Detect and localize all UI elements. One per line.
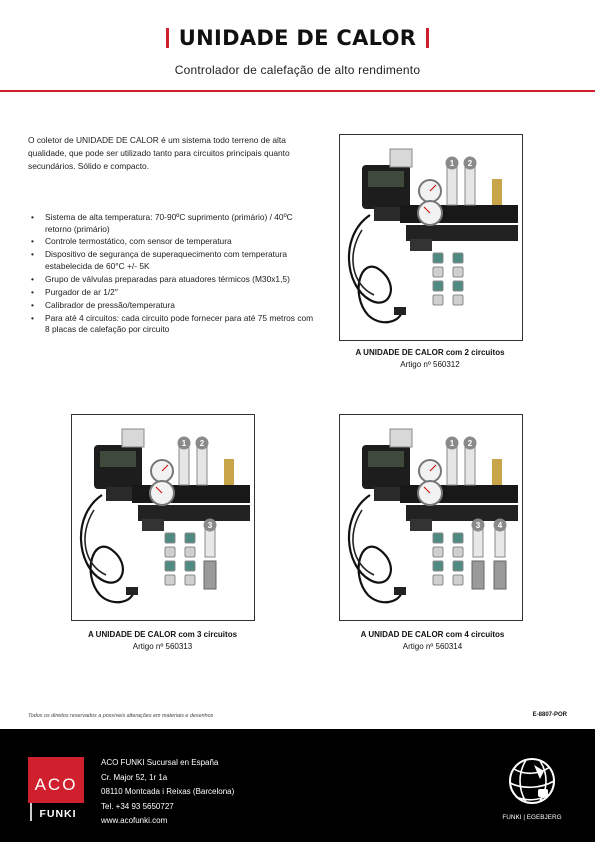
page-title-text: UNIDADE DE CALOR — [178, 26, 417, 50]
product-caption-4-circuits — [330, 629, 535, 653]
valve-actuator — [447, 167, 457, 205]
pipe-fitting — [165, 533, 175, 543]
pump-base — [374, 207, 400, 221]
product-caption-2-circuits — [330, 347, 530, 371]
plug — [126, 587, 138, 595]
manifold-unit-illustration — [340, 415, 523, 621]
pipe-fitting — [433, 295, 443, 305]
rights-notice: Todos os direitos reservados a possíveis alterações em materiais e desenhos — [28, 713, 214, 719]
pipe-fitting — [453, 295, 463, 305]
circuit-marker-label: 3 — [475, 521, 481, 531]
manifold-unit-illustration — [340, 135, 523, 341]
footer-street: Cr. Major 52, 1r 1a — [101, 772, 168, 782]
title-bar-left — [166, 28, 169, 48]
pipe-fitting — [433, 253, 443, 263]
plug — [394, 587, 406, 595]
circuit-marker-label: 2 — [467, 159, 473, 169]
product-article-number: Artigo nº 560314 — [402, 642, 463, 651]
valve-fitting — [494, 561, 506, 589]
footer-phone: Tel. +34 93 5650727 — [101, 801, 174, 811]
thermostat-head — [390, 149, 412, 167]
valve-actuator — [197, 447, 207, 485]
pipe-fitting — [433, 281, 443, 291]
valve-fitting — [472, 561, 484, 589]
pump-base — [374, 487, 400, 501]
feature-list — [28, 212, 320, 337]
product-photo-4-circuits — [339, 414, 523, 621]
manifold-bar-bottom — [406, 225, 518, 241]
page-header — [0, 26, 595, 53]
feature-item: • Calibrador de pressão/temperatura — [28, 300, 320, 312]
svg-text:FUNKI: FUNKI — [39, 808, 77, 820]
mount-bracket — [410, 519, 432, 531]
air-vent-brass — [492, 179, 502, 205]
air-vent-brass — [224, 459, 234, 485]
valve-fitting — [204, 561, 216, 589]
plug — [394, 307, 406, 315]
footer-address — [101, 756, 234, 829]
header-divider — [0, 90, 595, 92]
pipe-fitting — [433, 533, 443, 543]
page-subtitle: Controlador de calefação de alto rendimento — [174, 63, 421, 77]
cable-coil — [81, 495, 134, 602]
thermostat-head — [122, 429, 144, 447]
thermostat-head — [390, 429, 412, 447]
feature-item: • Grupo de válvulas preparadas para atuadores térmicos (M30x1,5) — [28, 274, 320, 286]
circuit-marker-label: 2 — [199, 439, 205, 449]
page-title — [166, 26, 429, 50]
pump-base — [106, 487, 132, 501]
pump-display — [368, 171, 404, 187]
pipe-fitting — [185, 533, 195, 543]
feature-item: • Dispositivo de segurança de superaquecimento com temperatura estabelecida de 60°C +/- 5K — [28, 249, 320, 272]
air-vent-brass — [492, 459, 502, 485]
product-article-number: Artigo nº 560312 — [400, 360, 460, 369]
circuit-marker-label: 1 — [181, 439, 187, 449]
manifold-bar-bottom — [406, 505, 518, 521]
cable-coil — [349, 495, 402, 602]
pipe-fitting — [433, 267, 443, 277]
product-title: A UNIDADE DE CALOR com 3 circuitos — [87, 630, 238, 639]
feature-item: • Para até 4 circuitos: cada circuito pode fornecer para até 75 metros com 8 placas de calefação por circuito — [28, 313, 320, 336]
pipe-fitting — [453, 253, 463, 263]
product-article-number: Artigo nº 560313 — [132, 642, 193, 651]
pipe-fitting — [185, 561, 195, 571]
pipe-fitting — [453, 533, 463, 543]
svg-text:FUNKI | EGEBJERG: FUNKI | EGEBJERG — [502, 814, 562, 821]
manifold-bar-bottom — [138, 505, 250, 521]
pipe-fitting — [453, 547, 463, 557]
pipe-fitting — [433, 575, 443, 585]
title-bar-right — [426, 28, 429, 48]
pipe-fitting — [165, 575, 175, 585]
pump-display — [100, 451, 136, 467]
footer-website-link[interactable]: www.acofunki.com — [101, 816, 168, 826]
pipe-fitting — [453, 281, 463, 291]
footer-company: ACO FUNKI Sucursal en España — [101, 758, 219, 767]
pipe-fitting — [433, 561, 443, 571]
product-title: A UNIDADE DE CALOR com 2 circuitos — [355, 348, 505, 357]
product-photo-3-circuits — [71, 414, 255, 621]
footer — [0, 729, 595, 842]
feature-item: • Purgador de ar 1/2″ — [28, 287, 320, 299]
footer-city: 08110 Montcada i Reixas (Barcelona) — [101, 787, 235, 797]
pipe-fitting — [433, 547, 443, 557]
cable-coil — [349, 215, 402, 322]
pipe-fitting — [165, 561, 175, 571]
circuit-marker-label: 1 — [449, 439, 455, 449]
intro-paragraph: O coletor de UNIDADE DE CALOR é um sistema todo terreno de alta qualidade, que pode ser utilizado tanto para circuitos principais quanto secundários. Sólido e compacto. — [28, 135, 290, 171]
pipe-fitting — [453, 267, 463, 277]
pipe-fitting — [453, 575, 463, 585]
pipe-fitting — [185, 547, 195, 557]
valve-actuator — [179, 447, 189, 485]
svg-text:ACO: ACO — [34, 775, 78, 794]
product-photo-2-circuits — [339, 134, 523, 341]
circuit-marker-label: 3 — [207, 521, 213, 531]
document-reference: E-8807-POR — [532, 712, 567, 718]
pump-display — [368, 451, 404, 467]
product-caption-3-circuits — [60, 629, 265, 653]
circuit-marker-label: 4 — [497, 521, 503, 531]
pipe-fitting — [185, 575, 195, 585]
funki-egebjerg-globe-logo — [500, 755, 564, 825]
feature-item: • Controle termostático, com sensor de temperatura — [28, 236, 320, 248]
pipe-fitting — [165, 547, 175, 557]
product-title: A UNIDAD DE CALOR com 4 circuitos — [360, 630, 505, 639]
manifold-unit-illustration — [72, 415, 255, 621]
mount-bracket — [142, 519, 164, 531]
valve-actuator — [465, 447, 475, 485]
pipe-fitting — [453, 561, 463, 571]
mount-bracket — [410, 239, 432, 251]
circuit-marker-label: 2 — [467, 439, 473, 449]
circuit-marker-label: 1 — [449, 159, 455, 169]
aco-funki-logo — [28, 757, 84, 821]
feature-item: • Sistema de alta temperatura: 70-90ºC suprimento (primário) / 40ºC retorno (primário) — [28, 212, 320, 235]
valve-actuator — [465, 167, 475, 205]
valve-actuator — [447, 447, 457, 485]
